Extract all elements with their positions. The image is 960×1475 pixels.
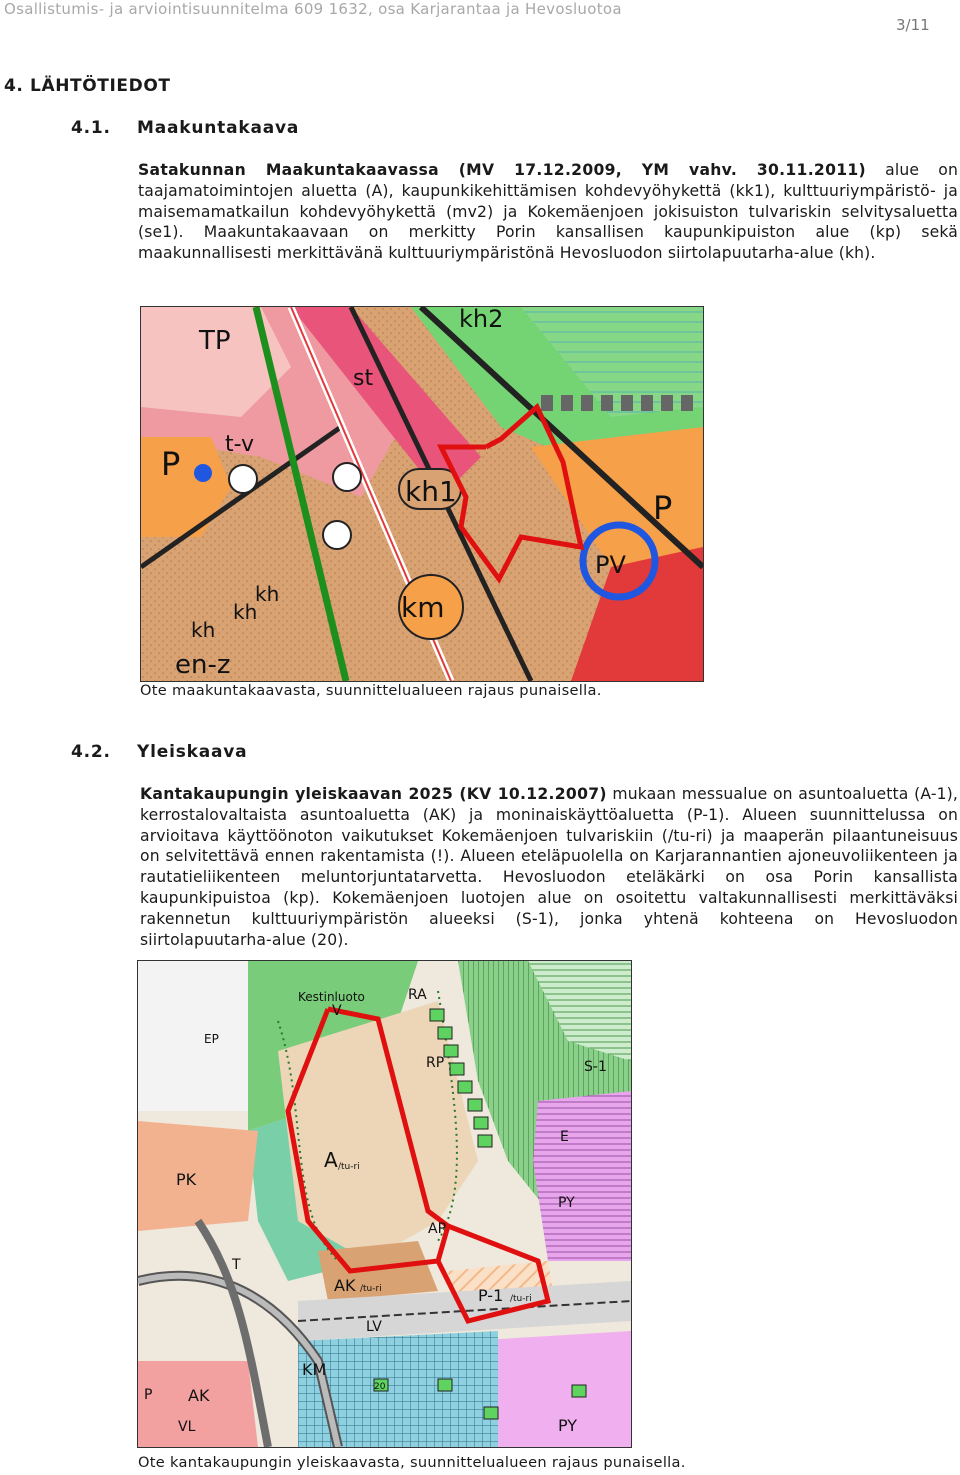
label-kh-b: kh — [233, 600, 258, 624]
label-py-right: PY — [558, 1195, 575, 1211]
label-kh2: kh2 — [459, 307, 504, 333]
maakuntakaava-paragraph — [138, 160, 958, 264]
label-20: 20 — [374, 1382, 386, 1392]
yleiskaava-map — [137, 960, 632, 1448]
maakuntakaava-map-image — [141, 307, 703, 681]
subsection-heading-maakuntakaava — [71, 118, 299, 138]
paragraph-body: mukaan messualue on asuntoaluetta (A-1), kerrostalovaltaista asuntoaluetta (AK) ja moninaiskäyttöaluetta (P-1). Alueen suunnittelussa on arvioitava käyttöönoton vaikutukset Kokemäenjoen tulvariskiin (/tu-ri) ja maaperän pilaantuneisuus on selvitettävä ennen rakentamista (!). Alueen eteläpuolella on Karjarannantien ajoneuvoliikenteen ja rautatieliikenteen meluntorjuntatarvetta. Hevosluodon eteläkärki on osa Porin kansallista kaupunkipuistoa (kp). Kokemäenjoen luotojen alue on osoitettu valtakunnallisesti merkittäväksi rakennetun kulttuuriympäristön alueeksi (S-1), jonka yhtenä kohteena on Hevosluodon siirtolapuutarha-alue (20). — [140, 785, 959, 949]
subsection-title: Maakuntakaava — [137, 118, 300, 138]
label-kestinluoto: Kestinluoto — [298, 990, 365, 1004]
label-t: T — [232, 1257, 241, 1273]
label-a1-sub: /tu-ri — [338, 1162, 360, 1172]
maakuntakaava-caption: Ote maakuntakaavasta, suunnittelualueen rajaus punaisella. — [140, 682, 602, 699]
label-ra: RA — [408, 987, 427, 1003]
label-km: km — [401, 591, 445, 624]
label-pv: PV — [595, 551, 626, 579]
label-p1: P-1 — [478, 1286, 504, 1305]
label-py-bottom: PY — [558, 1416, 578, 1435]
label-p1-sub: /tu-ri — [510, 1294, 532, 1304]
yleiskaava-caption: Ote kantakaupungin yleiskaavasta, suunnittelualueen rajaus punaisella. — [138, 1454, 686, 1471]
label-ep: EP — [204, 1032, 219, 1046]
label-en-z: en-z — [175, 650, 231, 680]
label-p-left: P — [161, 445, 181, 483]
label-kh-c: kh — [191, 618, 216, 642]
label-ak-bottom: AK — [188, 1386, 210, 1405]
label-p-bottom: P — [144, 1387, 153, 1403]
label-e: E — [560, 1129, 569, 1145]
subsection-number: 4.1. — [71, 118, 111, 138]
label-tp: TP — [199, 326, 231, 356]
label-vl-bottom: VL — [178, 1419, 196, 1435]
label-v-top: V — [332, 1003, 342, 1019]
label-ak-sub: /tu-ri — [360, 1284, 382, 1294]
subsection-number: 4.2. — [71, 742, 111, 762]
label-ak: AK — [334, 1276, 356, 1295]
label-kh-a: kh — [255, 582, 280, 606]
document-header-title: Osallistumis- ja arviointisuunnitelma 609 1632, osa Karjarantaa ja Hevosluotoa — [4, 0, 622, 18]
paragraph-lead: Satakunnan Maakuntakaavassa (MV 17.12.2009, YM vahv. 30.11.2011) — [138, 161, 866, 179]
subsection-title: Yleiskaava — [137, 742, 248, 762]
label-a1: A — [324, 1148, 338, 1172]
label-lv: LV — [366, 1319, 382, 1335]
yleiskaava-map-image — [138, 961, 631, 1447]
label-km: KM — [302, 1360, 327, 1379]
label-s1: S-1 — [584, 1059, 607, 1075]
section-heading-lahtotiedot: 4. LÄHTÖTIEDOT — [4, 76, 171, 96]
yleiskaava-paragraph — [140, 784, 958, 950]
page-number: 3/11 — [896, 16, 930, 34]
label-rp: RP — [426, 1055, 445, 1071]
paragraph-lead: Kantakaupungin yleiskaavan 2025 (KV 10.12.2007) — [140, 785, 607, 803]
maakuntakaava-map — [140, 306, 704, 682]
label-p-right: P — [653, 489, 673, 527]
subsection-heading-yleiskaava — [71, 742, 247, 762]
label-kh1: kh1 — [405, 475, 457, 508]
label-pk: PK — [176, 1170, 197, 1189]
paragraph-body: alue on taajamatoimintojen aluetta (A), kaupunkikehittämisen kohdevyöhykettä (kk1), kulttuuriympäristö- ja maisemamatkailun kohdevyöhykettä (mv2) ja Kokemäenjoen jokisuiston tulvariskin selvitysaluetta (se1). Maakuntakaavaan on merkitty Porin kansallisen kaupunkipuiston alue (kp) sekä maakunnallisesti merkittävänä kulttuuriympäristönä Hevosluodon siirtolapuutarha-alue (kh). — [138, 161, 958, 263]
label-ap: AP — [428, 1221, 447, 1237]
label-tv: t-v — [225, 432, 254, 457]
label-st: st — [353, 366, 374, 391]
